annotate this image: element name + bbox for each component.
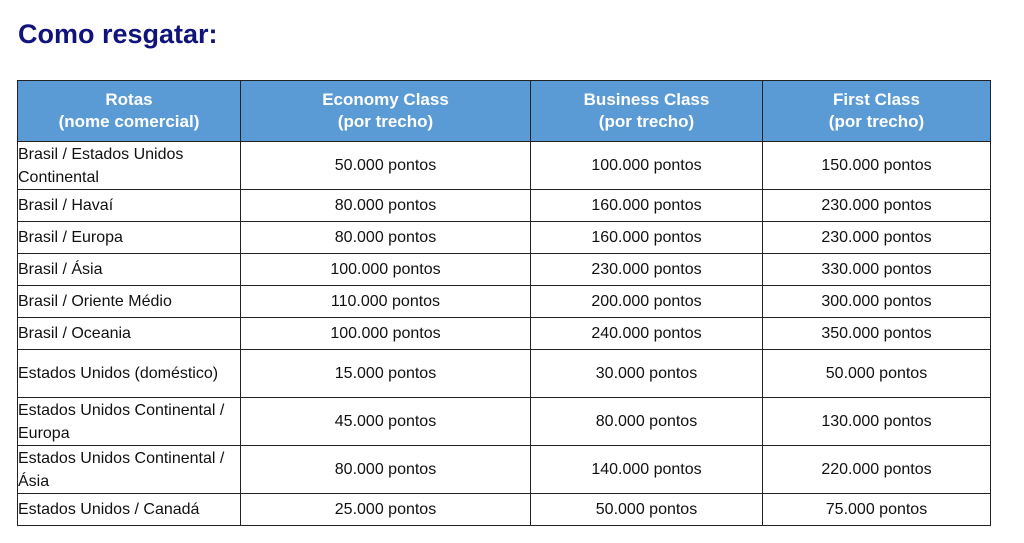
economy-cell: 100.000 pontos bbox=[241, 318, 531, 350]
route-cell: Brasil / Oriente Médio bbox=[18, 286, 241, 318]
first-cell: 220.000 pontos bbox=[763, 446, 991, 494]
business-cell: 80.000 pontos bbox=[531, 398, 763, 446]
business-cell: 100.000 pontos bbox=[531, 142, 763, 190]
business-cell: 30.000 pontos bbox=[531, 350, 763, 398]
table-row bbox=[18, 494, 991, 526]
route-cell: Brasil / Europa bbox=[18, 222, 241, 254]
economy-cell: 80.000 pontos bbox=[241, 222, 531, 254]
first-cell: 300.000 pontos bbox=[763, 286, 991, 318]
table-row bbox=[18, 286, 991, 318]
first-cell: 230.000 pontos bbox=[763, 222, 991, 254]
economy-cell: 25.000 pontos bbox=[241, 494, 531, 526]
economy-cell: 45.000 pontos bbox=[241, 398, 531, 446]
business-cell: 160.000 pontos bbox=[531, 190, 763, 222]
header-routes-line1: Rotas bbox=[105, 90, 153, 109]
header-first-line1: First Class bbox=[833, 90, 920, 109]
first-cell: 130.000 pontos bbox=[763, 398, 991, 446]
table-row bbox=[18, 318, 991, 350]
table-row bbox=[18, 446, 991, 494]
header-economy-line1: Economy Class bbox=[322, 90, 449, 109]
header-business bbox=[531, 81, 763, 142]
business-cell: 230.000 pontos bbox=[531, 254, 763, 286]
route-cell: Brasil / Estados Unidos Continental bbox=[18, 142, 241, 190]
route-cell: Estados Unidos Continental / Ásia bbox=[18, 446, 241, 494]
economy-cell: 15.000 pontos bbox=[241, 350, 531, 398]
header-first bbox=[763, 81, 991, 142]
header-routes bbox=[18, 81, 241, 142]
route-cell: Estados Unidos (doméstico) bbox=[18, 350, 241, 398]
route-cell: Estados Unidos / Canadá bbox=[18, 494, 241, 526]
route-cell: Brasil / Oceania bbox=[18, 318, 241, 350]
first-cell: 230.000 pontos bbox=[763, 190, 991, 222]
table-row bbox=[18, 142, 991, 190]
header-business-line1: Business Class bbox=[583, 90, 710, 109]
redemption-table bbox=[17, 80, 991, 526]
business-cell: 50.000 pontos bbox=[531, 494, 763, 526]
first-cell: 350.000 pontos bbox=[763, 318, 991, 350]
header-economy-line2: (por trecho) bbox=[337, 112, 434, 131]
business-cell: 140.000 pontos bbox=[531, 446, 763, 494]
first-cell: 330.000 pontos bbox=[763, 254, 991, 286]
business-cell: 200.000 pontos bbox=[531, 286, 763, 318]
header-business-line2: (por trecho) bbox=[598, 112, 695, 131]
header-economy bbox=[241, 81, 531, 142]
table-row bbox=[18, 398, 991, 446]
table-row bbox=[18, 190, 991, 222]
economy-cell: 80.000 pontos bbox=[241, 190, 531, 222]
economy-cell: 80.000 pontos bbox=[241, 446, 531, 494]
table-row bbox=[18, 350, 991, 398]
business-cell: 160.000 pontos bbox=[531, 222, 763, 254]
header-first-line2: (por trecho) bbox=[828, 112, 925, 131]
table-header-row bbox=[18, 81, 991, 142]
economy-cell: 110.000 pontos bbox=[241, 286, 531, 318]
first-cell: 50.000 pontos bbox=[763, 350, 991, 398]
table-row bbox=[18, 222, 991, 254]
route-cell: Brasil / Havaí bbox=[18, 190, 241, 222]
route-cell: Brasil / Ásia bbox=[18, 254, 241, 286]
page-title: Como resgatar: bbox=[18, 19, 218, 49]
first-cell: 75.000 pontos bbox=[763, 494, 991, 526]
economy-cell: 100.000 pontos bbox=[241, 254, 531, 286]
header-routes-line2: (nome comercial) bbox=[58, 112, 200, 131]
business-cell: 240.000 pontos bbox=[531, 318, 763, 350]
route-cell: Estados Unidos Continental / Europa bbox=[18, 398, 241, 446]
first-cell: 150.000 pontos bbox=[763, 142, 991, 190]
economy-cell: 50.000 pontos bbox=[241, 142, 531, 190]
table-row bbox=[18, 254, 991, 286]
